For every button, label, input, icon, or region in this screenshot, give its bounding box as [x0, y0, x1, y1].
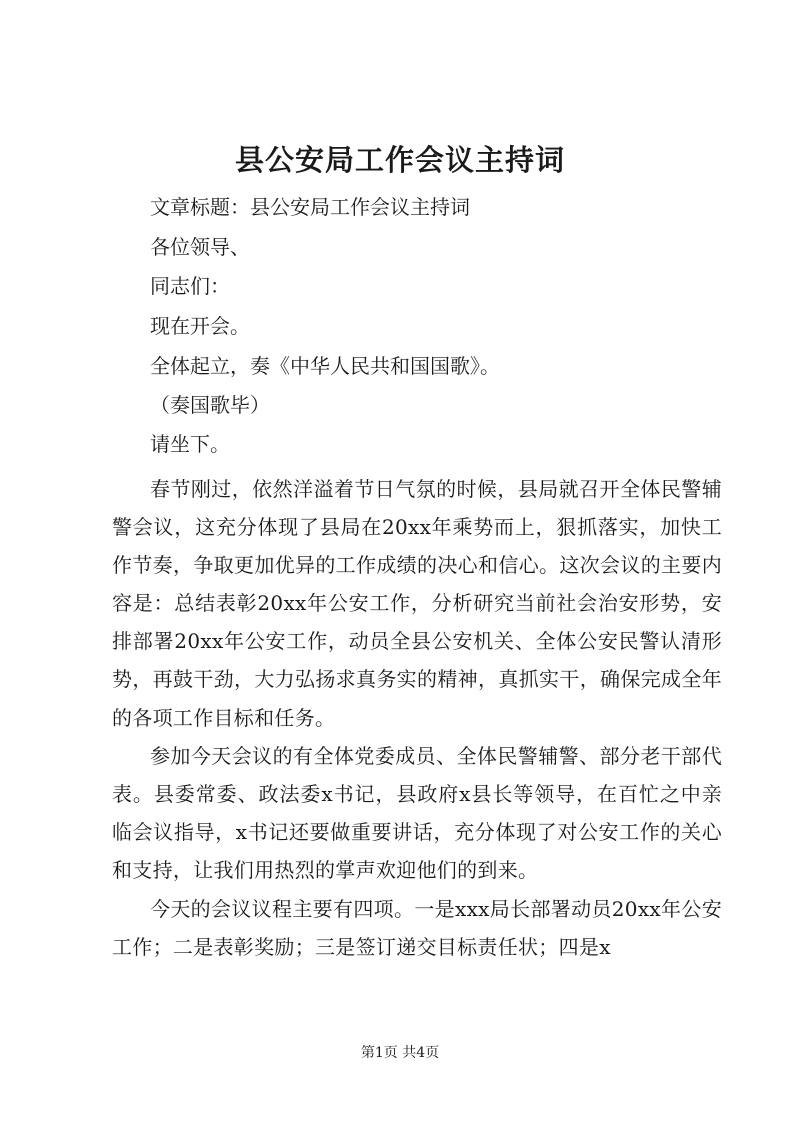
anthem-end-line: （奏国歌毕）: [150, 393, 270, 417]
anthem-line: 全体起立，奏《中华人民共和国国歌》。: [150, 354, 500, 378]
salutation-leaders: 各位领导、: [150, 235, 250, 259]
body-paragraph: 参加今天会议的有全体党委成员、全体民警辅警、部分老干部代表。县委常委、政法委x书记，县政府x县长等领导，在百忙之中亲临会议指导，x书记还要做重要讲话，充分体现了对公安工作的关心和支持，让我们用热烈的掌声欢迎他们的到来。: [112, 744, 722, 883]
body-paragraph: 春节刚过，依然洋溢着节日气氛的时候，县局就召开全体民警辅警会议，这充分体现了县局在20xx年乘势而上，狠抓落实，加快工作节奏，争取更加优异的工作成绩的决心和信心。这次会议的主要内容是：总结表彰20xx年公安工作，分析研究当前社会治安形势，安排部署20xx年公安工作，动员全县公安机关、全体公安民警认清形势，再鼓干劲，大力弘扬求真务实的精神，真抓实干，确保完成全年的各项工作目标和任务。: [112, 477, 722, 730]
article-title-line: 文章标题：县公安局工作会议主持词: [150, 195, 470, 219]
body-paragraph: 今天的会议议程主要有四项。一是xxx局长部署动员20xx年公安工作；二是表彰奖励；三是签订递交目标责任状；四是x: [112, 897, 722, 960]
salutation-comrades: 同志们：: [150, 274, 230, 298]
sit-down-line: 请坐下。: [150, 432, 230, 456]
document-title: 县公安局工作会议主持词: [234, 143, 565, 177]
page-footer: 第1页 共4页: [360, 1045, 440, 1061]
meeting-open-line: 现在开会。: [150, 314, 250, 338]
